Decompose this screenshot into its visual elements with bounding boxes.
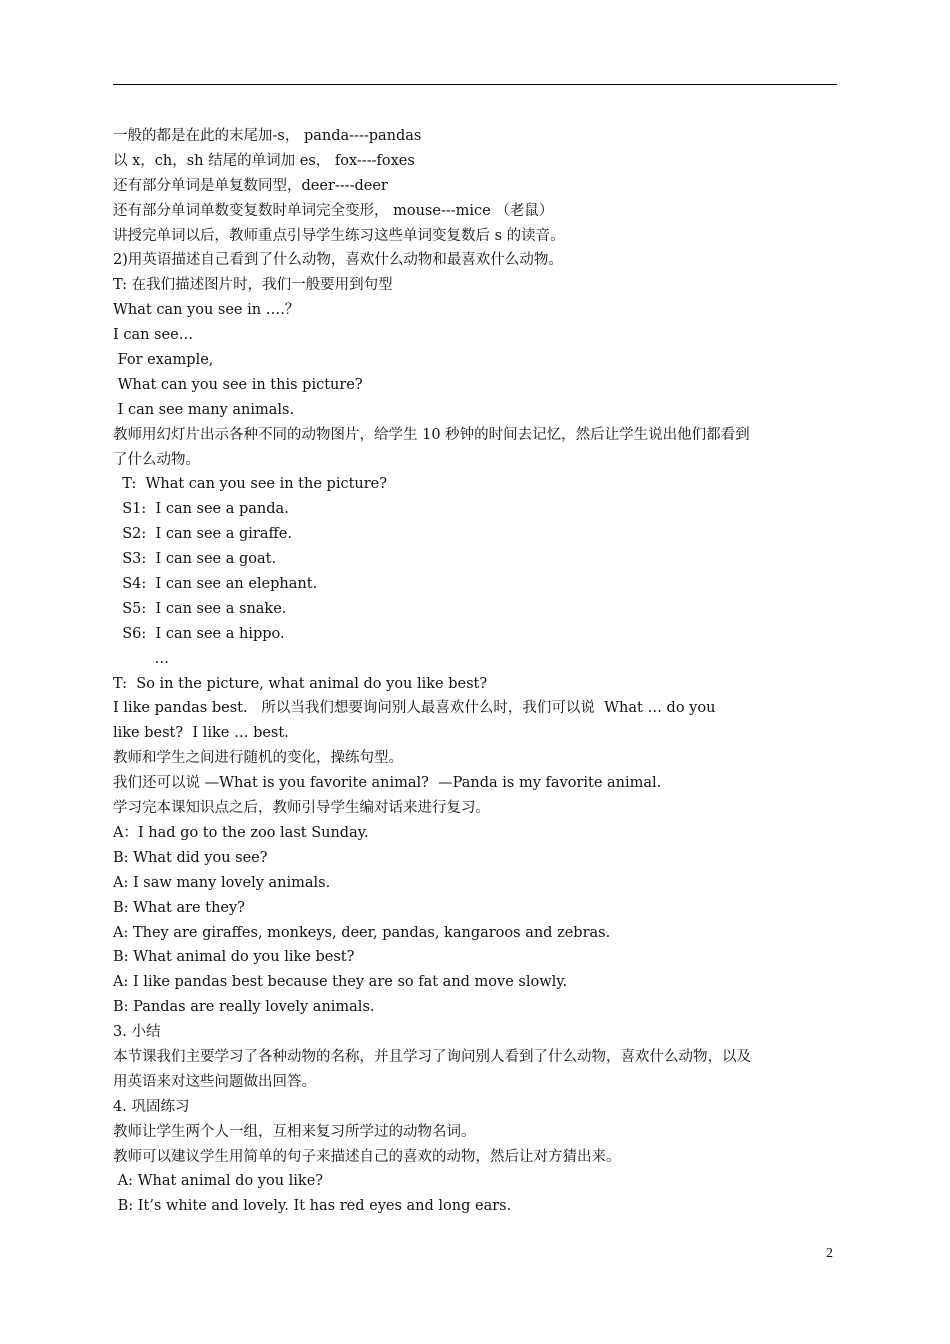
text-line: A: They are giraffes, monkeys, deer, pandas, kangaroos and zebras. — [113, 924, 611, 941]
text-line: I like pandas best. 所以当我们想要询问别人最喜欢什么时，我们可以说 What … do you — [113, 700, 716, 717]
text-line: T: So in the picture, what animal do you like best? — [113, 675, 488, 692]
text-line: S4: I can see an elephant. — [113, 576, 318, 593]
text-line: 还有部分单词是单复数同型，deer----deer — [113, 177, 388, 194]
document-body — [113, 124, 839, 1219]
text-line: 以 x，ch，sh 结尾的单词加 es， fox----foxes — [113, 152, 415, 169]
text-line: A：I had go to the zoo last Sunday. — [113, 824, 369, 841]
text-line: What can you see in this picture? — [113, 376, 363, 393]
text-line: 还有部分单词单数变复数时单词完全变形， mouse---mice （老鼠） — [113, 202, 554, 219]
text-line: S2: I can see a giraffe. — [113, 526, 292, 543]
text-line: What can you see in ….？ — [113, 302, 300, 319]
text-line: B: What did you see? — [113, 849, 268, 866]
page-number: 2 — [826, 1246, 833, 1261]
section-heading: 4. 巩固练习 — [113, 1098, 190, 1115]
text-line: B: It’s white and lovely. It has red eyes and long ears. — [113, 1198, 512, 1215]
text-line: S6: I can see a hippo. — [113, 625, 285, 642]
text-line: I can see many animals. — [113, 401, 295, 418]
text-line: 2)用英语描述自己看到了什么动物，喜欢什么动物和最喜欢什么动物。 — [113, 252, 563, 269]
text-line: 本节课我们主要学习了各种动物的名称，并且学习了询问别人看到了什么动物，喜欢什么动物，以及 — [113, 1048, 751, 1065]
text-line: 教师让学生两个人一组，互相来复习所学过的动物名词。 — [113, 1123, 476, 1140]
text-line: B: What animal do you like best? — [113, 949, 355, 966]
text-line: S1: I can see a panda. — [113, 501, 289, 518]
text-line: I can see… — [113, 327, 194, 344]
text-line: S3: I can see a goat. — [113, 551, 277, 568]
text-line: A: What animal do you like? — [113, 1173, 324, 1190]
text-line: T: 在我们描述图片时，我们一般要用到句型 — [113, 277, 393, 294]
text-line: 一般的都是在此的末尾加-s， panda----pandas — [113, 128, 422, 144]
header-rule — [113, 84, 837, 85]
text-line: like best? I like … best. — [113, 725, 289, 742]
text-line: 教师用幻灯片出示各种不同的动物图片，给学生 10 秒钟的时间去记忆，然后让学生说出他们都看到 — [113, 426, 750, 443]
text-line: For example, — [113, 352, 214, 369]
text-line: 用英语来对这些问题做出回答。 — [113, 1073, 316, 1090]
text-line: T: What can you see in the picture? — [113, 476, 388, 493]
text-line: 教师可以建议学生用简单的句子来描述自己的喜欢的动物，然后让对方猜出来。 — [113, 1148, 621, 1165]
section-heading: 3. 小结 — [113, 1024, 161, 1041]
text-line: B: Pandas are really lovely animals. — [113, 999, 375, 1016]
text-line: B: What are they? — [113, 899, 245, 916]
text-line: 讲授完单词以后，教师重点引导学生练习这些单词变复数后 s 的读音。 — [113, 227, 565, 244]
text-line: 学习完本课知识点之后，教师引导学生编对话来进行复习。 — [113, 800, 490, 817]
text-line: … — [113, 650, 169, 667]
text-line: 教师和学生之间进行随机的变化，操练句型。 — [113, 750, 403, 767]
text-line: 了什么动物。 — [113, 451, 200, 468]
text-line: S5: I can see a snake. — [113, 600, 287, 617]
text-line: A: I saw many lovely animals. — [113, 874, 331, 891]
text-line: 我们还可以说 —What is you favorite animal? —Panda is my favorite animal. — [113, 775, 662, 792]
text-line: A: I like pandas best because they are so fat and move slowly. — [113, 974, 568, 991]
